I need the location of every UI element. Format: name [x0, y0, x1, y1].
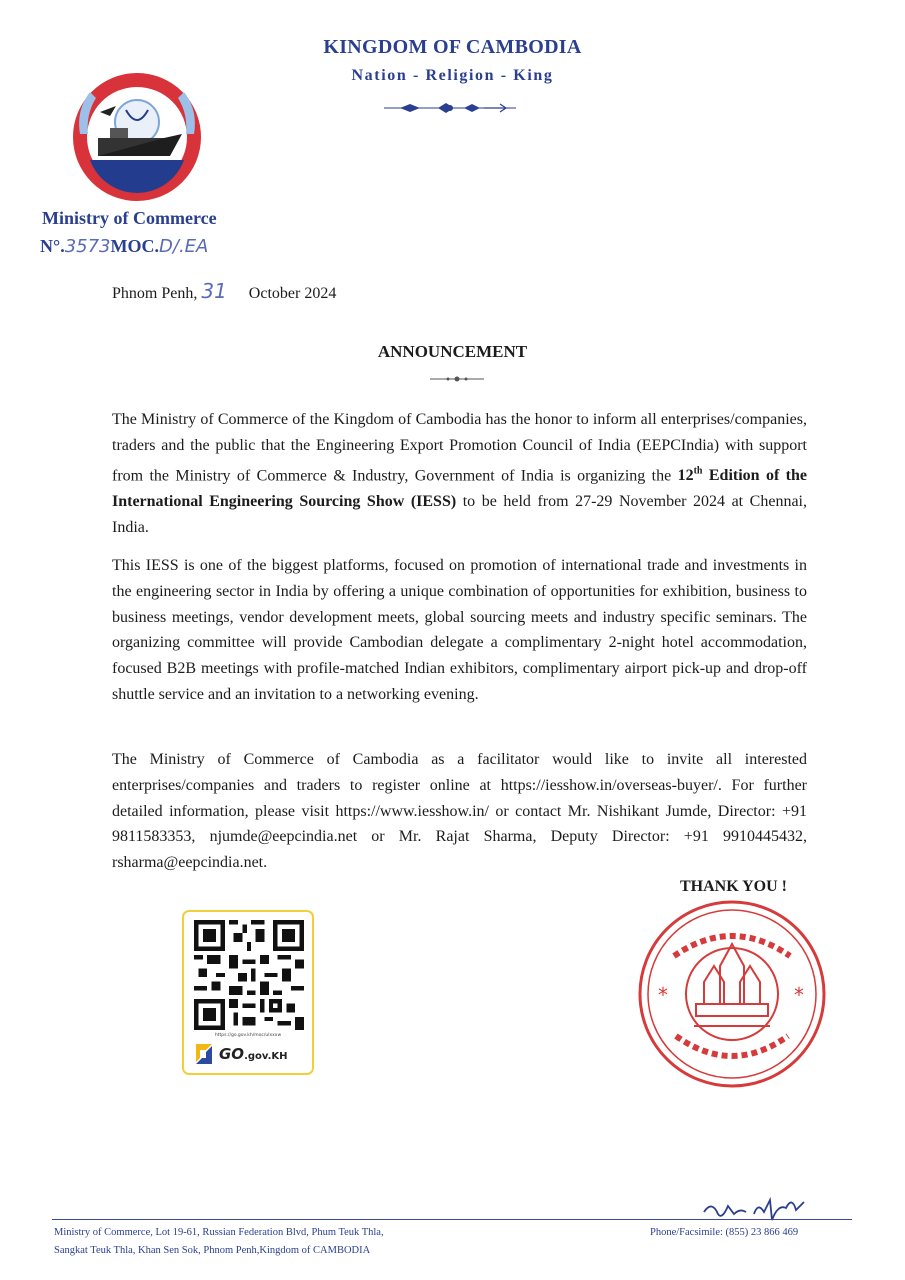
dateline-day-handwritten: 31 — [201, 279, 227, 303]
ref-number-handwritten: 3573 — [64, 236, 111, 257]
ministry-name: Ministry of Commerce — [42, 208, 217, 228]
announcement-title: ANNOUNCEMENT — [377, 342, 528, 361]
ministry-logo-icon — [70, 70, 204, 204]
qr-code-icon[interactable] — [194, 920, 304, 1030]
footer-address-line-1: Ministry of Commerce, Lot 19-61, Russian Federation Blvd, Phum Teuk Thla, — [54, 1227, 384, 1238]
dateline-city: Phnom Penh, — [112, 285, 198, 302]
title-ornament-icon — [428, 374, 486, 384]
ref-suffix-handwritten: D/.EA — [159, 236, 209, 257]
dateline-month-year: October 2024 — [248, 285, 337, 302]
qr-code-card[interactable] — [182, 910, 314, 1075]
p1-text-end: to be held from 27-29 November 2024 at Chennai, India. — [112, 492, 807, 536]
go-brand-main: GO — [219, 1045, 245, 1063]
go-gov-logo-icon — [192, 1042, 216, 1066]
country-heading: KINGDOM OF CAMBODIA — [323, 36, 582, 58]
announcement-paragraph-1 — [112, 407, 807, 540]
signature-icon — [700, 1190, 810, 1226]
footer-address-line-2: Sangkat Teuk Thla, Khan Sen Sok, Phnom Penh,Kingdom of CAMBODIA — [54, 1245, 371, 1256]
svg-text:*: * — [658, 983, 668, 1007]
p1-edition-suffix: th — [693, 465, 703, 477]
go-gov-brand — [219, 1045, 288, 1063]
official-seal-stamp-icon — [634, 896, 830, 1092]
national-motto: Nation - Religion - King — [351, 67, 554, 84]
p1-edition-number: 12 — [677, 466, 694, 484]
thank-you-text: THANK YOU ! — [680, 878, 787, 895]
footer-divider — [52, 1219, 852, 1220]
announcement-paragraph-3: The Ministry of Commerce of Cambodia as a facilitator would like to invite all interested enterprises/companies and traders to register online at https://iesshow.in/overseas-buyer/. For further detailed information, please visit https://www.iesshow.in/ or contact Mr. Nishikant Jumde, Director: +91 9811583353, njumde@eepcindia.net or Mr. Rajat Sharma, Deputy Director: +91 9910445432, rsharma@eepcindia.net. — [112, 751, 807, 872]
go-brand-suffix: .gov.KH — [244, 1051, 288, 1062]
p1-event-name: Edition of the International Engineering Sourcing Show (IESS) — [112, 466, 808, 510]
ref-mid: MOC. — [110, 236, 160, 256]
reference-number — [40, 236, 208, 257]
ref-prefix: N°. — [40, 236, 65, 256]
qr-url-text: https://go.gov.kh/moc/ulxxxw — [214, 1033, 282, 1038]
ornament-divider-icon — [380, 100, 520, 116]
announcement-paragraph-2: This IESS is one of the biggest platforms, focused on promotion of international trade and investments in the engineering sector in India by offering a unique combination of opportunities for exhibition, business to business meetings, vendor development meets, global sourcing meets and industry specific seminars. The organizing committee will provide Cambodian delegate a complimentary 2-night hotel accommodation, focused B2B meetings with profile-matched Indian exhibitors, complimentary airport pick-up and drop-off shuttle service and an invitation to a networking evening. — [112, 557, 807, 703]
svg-text:*: * — [794, 983, 804, 1007]
footer-phone: Phone/Facsimile: (855) 23 866 469 — [650, 1227, 799, 1238]
dateline — [112, 279, 336, 303]
p1-text-start: The Ministry of Commerce of the Kingdom of Cambodia has the honor to inform all enterprises/companies, traders and the public that the Engineering Export Promotion Council of India (EEPCIndia) with support from the Ministry of Commerce & Industry, Government of India is organizing the — [112, 411, 807, 484]
